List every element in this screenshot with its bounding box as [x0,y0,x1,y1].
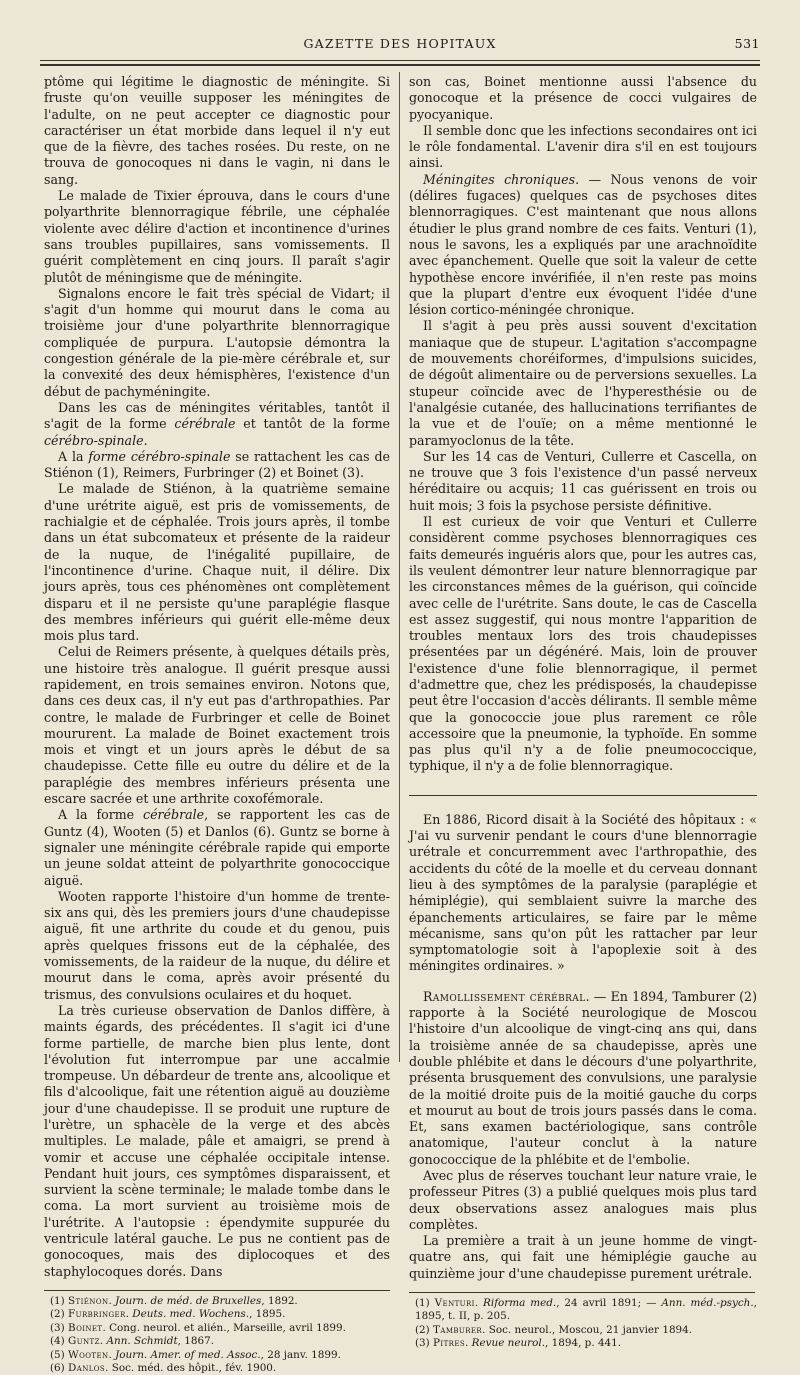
italic-term: cérébrale [174,416,236,432]
footnote: (4) Guntz. Ann. Schmidt, 1867. [50,1335,214,1348]
page-number: 531 [734,36,760,51]
text-run: . — En 1894, Tamburer (2) rapporte à la Société neurologique de Moscou l'histoire d'un alcoolique de vingt-cinq ans qui, dans la troisième année de sa chaudepisse, après une double phlébite et dans le décours d'une polyarthrite, présenta brusquement des convulsions, une paralysie de la moitié droite puis de la moitié gauche du corps et mourut au bout de trois jours passés dans le coma. Et, sans examen bactériologique, sans contrôle anatomique, l'auteur conclut à la nature gonococcique de la phlébite et de l'embolie. [409,988,757,1167]
quote-paragraph: En 1886, Ricord disait à la Société des hôpitaux : « J'ai vu survenir pendant le cours d'une blennorragie urétrale et concurremment avec l'arthropathie, des accidents du côté de la moelle et du cerveau donnant lieu à des symptômes de la paralysie (paraplégie et hémiplégie), qui semblaient suivre la marche des épanchements articulaires, se faire par le même mécanisme, sans qu'on pût les rattacher par leur symptomatologie soit à l'apoplexie soit à des méningites ordinaires. » [409,811,757,974]
paragraph: son cas, Boinet mentionne aussi l'absence du gonocoque et la présence de cocci vulgaires de pyocyanique. [409,74,757,122]
right-column [409,74,757,1351]
paragraph: Wooten rapporte l'histoire d'un homme de trente-six ans qui, dès les premiers jours d'une chaudepisse aiguë, fit une arthrite du coude et du genou, puis après quelques frissons eut de la céphalée, des vomissements, de la raideur de la nuque, du délire et mourut dans le coma, après avoir présenté du trismus, des convulsions oculaires et du hoquet. [44,888,390,1002]
left-footnotes [44,1295,390,1375]
footnote: (1) Venturi. Riforma med., 24 avril 1891; — Ann. méd.-psych., 1895, t. II, p. 205. [415,1297,757,1323]
paragraph: Le malade de Tixier éprouva, dans le cours d'une polyarthrite blennorragique fébrile, une céphalée violente avec délire d'action et incontinence d'urines sans troubles pupillaires, sans vomissements. Il guérit complètement en cinq jours. Il paraît s'agir plutôt de méningisme que de méningite. [44,188,390,285]
paragraph: Celui de Reimers présente, à quelques détails près, une histoire très analogue. Il guérit presque aussi rapidement, en trois semaines environ. Notons que, dans ces deux cas, il n'y eut pas d'arthropathies. Par contre, le malade de Furbringer et celle de Boinet moururent. La malade de Boinet exactement trois mois et vingt et un jours après le début de sa chaudepisse. Cette fille eu outre du délire et de la paraplégie des membres inférieurs présenta une escare sacrée et une arthrite coxofémorale. [44,644,390,807]
section-title: Méningites chroniques [423,171,576,187]
paragraph: Sur les 14 cas de Venturi, Cullerre et Cascella, on ne trouve que 3 fois l'existence d'un passé nerveux héréditaire ou acquis; 11 cas guérissent en trois ou huit mois; 3 fois la psychose persiste définitive. [409,448,757,513]
footnote-rule [409,1292,755,1293]
paragraph: Il semble donc que les infections secondaires ont ici le rôle fondamental. L'avenir dira s'il en est toujours ainsi. [409,122,757,171]
header-rule [40,60,760,61]
section-separator [409,795,757,796]
header-rule-thick [40,64,760,66]
italic-term: cérébrale [143,807,205,823]
paragraph: Il s'agit à peu près aussi souvent d'excitation maniaque que de stupeur. L'agitation s'accompagne de mouvements choréiformes, d'impulsions suicides, de dégoût alimentaire ou de perversions sexuelles. La stupeur coïncide avec de l'hyperesthésie ou de l'analgésie cutanée, des hallucinations terrifiantes de la vue et de l'ouïe; on a même mentionné le paramyoclonus de la tête. [409,318,757,448]
paragraph: ptôme qui légitime le diagnostic de méningite. Si fruste qu'on veuille supposer les méningites de l'adulte, on ne peut accepter ce diagnostic pour caractériser un état morbide dans lequel il n'y eut que de la fièvre, des taches rosées. Du reste, on ne trouva de gonocoques ni dans le vagin, ni dans le sang. [44,74,390,187]
running-head [40,36,760,52]
paragraph [44,807,390,888]
text-run: , se rapportent les cas de Guntz (4), Wooten (5) et Danlos (6). Guntz se borne à signaler une méningite cérébrale rapide qui emporte un jeune soldat atteint de polyarthrite gonococcique aiguë. [44,807,390,888]
paragraph: Le malade de Stiénon, à la quatrième semaine d'une urétrite aiguë, est pris de vomissements, de rachialgie et de céphalée. Trois jours après, il tombe dans un état subcomateux et présente de la raideur de la nuque, de l'inégalité pupillaire, de l'incontinence d'urine. Chaque nuit, il délire. Dix jours après, tous ces phénomènes ont complètement disparu et il ne persiste qu'une paraplégie flasque des membres inférieurs qui guérit elle-même deux mois plus tard. [44,481,390,644]
text-run: Dans les cas de méningites véritables, tantôt il s'agit de la forme [44,399,390,432]
text-run: . — Nous venons de voir (délires fugaces) quelques cas de psychoses dites blennorragiques. C'est maintenant que nous allons étudier le plus grand nombre de ces faits. Venturi (1), nous le savons, les a expliqués par une arachnoïdite avec épanchement. Quelle que soit la valeur de cette hypothèse encore invérifiée, il n'en reste pas moins que la plupart d'entre eux évoquent l'idée d'une lésion cortico-méningée chronique. [409,171,757,318]
journal-title: GAZETTE DES HOPITAUX [303,36,497,51]
italic-term: cérébro-spinale [44,432,144,448]
text-run: . [143,432,148,448]
section-title: Ramollissement cérébral [423,988,586,1004]
paragraph: La très curieuse observation de Danlos diffère, à maints égards, des précédentes. Il s'agit ici d'une forme partielle, de marche bien plus lente, dont l'évolution fut interrompue par une accalmie trompeuse. Un débardeur de trente ans, alcoolique et fils d'alcoolique, fait une rétention aiguë au douzième jour d'une chaudepisse. Il se produit une rupture de l'urètre, un sphacèle de la verge et des abcès multiples. Le malade, pâle et amaigri, se prend à vomir et accuse une céphalée occipitale intense. Pendant huit jours, ces symptômes disparaissent, et survient la scène terminale; le malade tombe dans le coma. La mort survient au troisième mois de l'urétrite. A l'autopsie : épendymite suppurée du ventricule latéral gauche. Le pus ne contient pas de gonocoques, mais des diplocoques et des staphylocoques dorés. Dans [44,1002,390,1279]
footnote: (2) Tamburer. Soc. neurol., Moscou, 21 janvier 1894. [415,1323,693,1336]
paragraph [409,172,757,319]
paragraph: Il est curieux de voir que Venturi et Cullerre considèrent comme psychoses blennorragiques ces faits demeurés inguéris alors que, pour les autres cas, ils veulent démontrer leur nature blennorragique par les circonstances mêmes de la guérison, qui coïncide avec celle de l'urétrite. Sans doute, le cas de Cascella est assez suggestif, qui nous montre l'apparition de troubles mentaux lors des trois chaudepisses présentées par un dégénéré. Mais, loin de prouver l'existence d'une folie blennorragique, il permet d'admettre que, chez les prédisposés, la chaudepisse peut être l'occasion d'accès délirants. Il semble même que la gonococcie joue plus rarement ce rôle accessoire que la pneumonie, la typhoïde. En somme pas plus qu'il n'y a de folie pneumococcique, typhique, il n'y a de folie blennorragique. [409,514,757,774]
text-run: et tantôt de la forme [235,416,390,432]
paragraph: Avec plus de réserves touchant leur nature vraie, le professeur Pitres (3) a publié quelques mois plus tard deux observations assez analogues mais plus complètes. [409,1168,757,1232]
footnote: (1) Stiénon. Journ. de méd. de Bruxelles, 1892. [50,1294,298,1307]
footnote: (3) Pitres. Revue neurol., 1894, p. 441. [415,1337,622,1350]
footnote-rule [44,1290,390,1291]
text-run: A la [58,448,89,464]
left-column [44,74,390,1375]
footnote: (6) Danlos. Soc. méd. des hôpit., fév. 1900. [50,1362,277,1374]
paragraph [409,989,757,1168]
paragraph: Signalons encore le fait très spécial de Vidart; il s'agit d'un homme qui mourut dans le coma au troisième jour d'une polyarthrite blennorragique compliquée de purpura. L'autopsie démontra la congestion générale de la pie-mère cérébrale et, sur la convexité des deux hémisphères, l'existence d'un début de pachyméningite. [44,285,390,399]
text-run: se rattachent les cas de Stiénon (1), Reimers, Furbringer (2) et Boinet (3). [44,448,390,481]
paragraph [44,400,390,449]
text-run: A la forme [58,807,144,823]
footnote: (3) Boinet. Cong. neurol. et alién., Marseille, avril 1899. [50,1321,346,1334]
italic-term: forme cérébro-spinale [88,448,231,464]
footnote: (2) Furbringer. Deuts. med. Wochens., 1895. [50,1308,286,1321]
column-divider [399,72,400,1062]
paragraph [44,449,390,482]
right-footnotes [409,1297,757,1351]
footnote: (5) Wooten. Journ. Amer. of med. Assoc., 28 janv. 1899. [50,1348,341,1361]
paragraph: La première a trait à un jeune homme de vingt-quatre ans, qui fait une hémiplégie gauche au quinzième jour d'une chaudepisse purement urétrale. [409,1233,757,1281]
